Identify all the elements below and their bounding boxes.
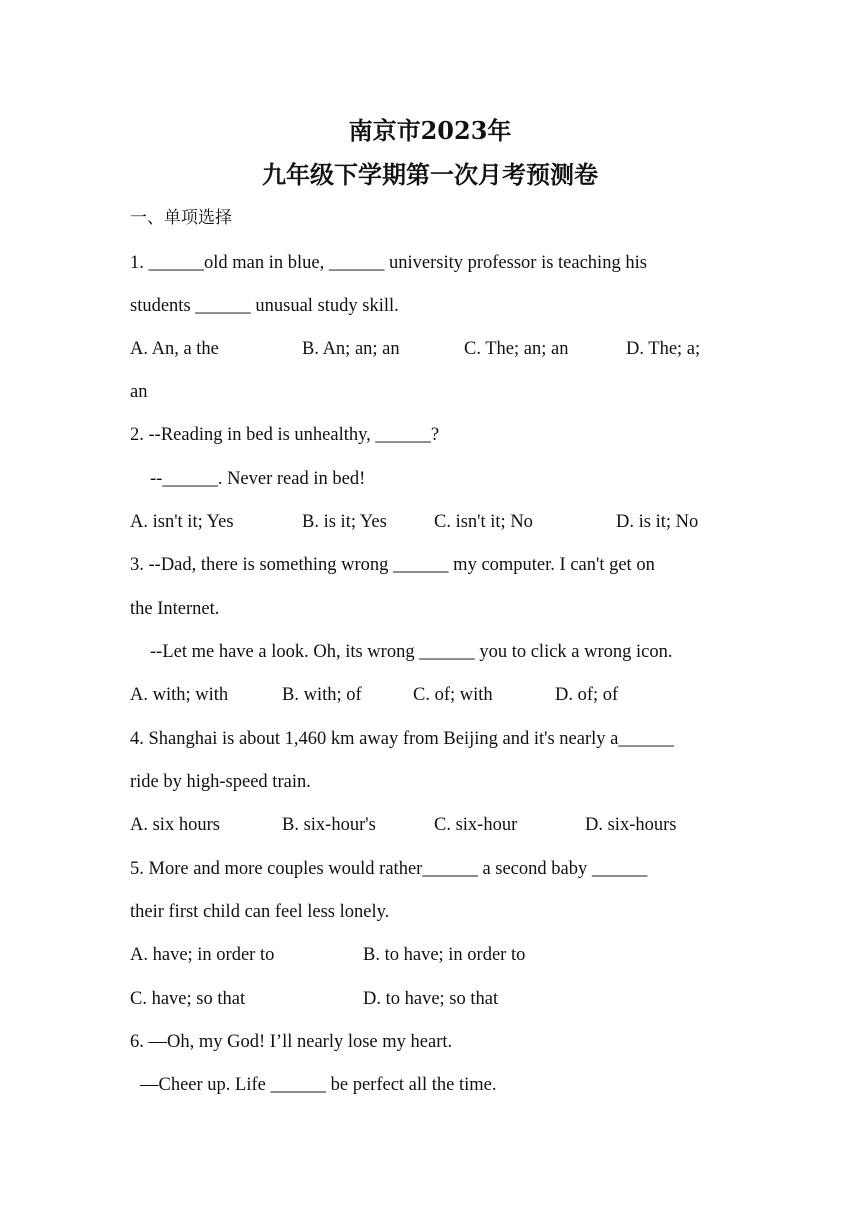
question-4-option-c: C. six-hour — [434, 815, 518, 835]
question-3-line-1: 3. --Dad, there is something wrong ______ my computer. I can't get on — [130, 555, 655, 575]
question-3-option-c: C. of; with — [413, 685, 493, 705]
question-3-option-d: D. of; of — [555, 685, 619, 705]
question-4-option-b: B. six-hour's — [282, 815, 376, 835]
question-2-option-a: A. isn't it; Yes — [130, 512, 234, 532]
question-2-option-d: D. is it; No — [616, 512, 699, 532]
question-1-line-2: students ______ unusual study skill. — [130, 296, 399, 316]
question-4-option-d: D. six-hours — [585, 815, 677, 835]
exam-title: 九年级下学期第一次月考预测卷 — [262, 160, 598, 189]
question-3-option-a: A. with; with — [130, 685, 229, 705]
exam-title-city-year: 南京市2023年 — [348, 116, 512, 145]
question-5-option-a: A. have; in order to — [130, 945, 275, 965]
question-2-option-b: B. is it; Yes — [302, 512, 387, 532]
section-heading: 一、单项选择 — [130, 208, 232, 228]
question-3-line-3: --Let me have a look. Oh, its wrong ______ you to click a wrong icon. — [150, 642, 673, 662]
question-3-option-b: B. with; of — [282, 685, 362, 705]
question-1-option-b: B. An; an; an — [302, 339, 400, 359]
question-5-option-d: D. to have; so that — [363, 989, 499, 1009]
question-5-line-1: 5. More and more couples would rather______ a second baby ______ — [130, 859, 648, 879]
question-5-option-b: B. to have; in order to — [363, 945, 526, 965]
question-2-line-2: --______. Never read in bed! — [150, 469, 366, 489]
question-5-option-c: C. have; so that — [130, 989, 246, 1009]
question-5-line-2: their first child can feel less lonely. — [130, 902, 390, 922]
question-1-line-1: 1. ______old man in blue, ______ university professor is teaching his — [130, 253, 647, 273]
question-2-line-1: 2. --Reading in bed is unhealthy, ______? — [130, 425, 440, 445]
question-1-option-d: D. The; a; — [626, 339, 701, 359]
question-4-line-2: ride by high-speed train. — [130, 772, 311, 792]
question-6-line-1: 6. —Oh, my God! I’ll nearly lose my heart. — [130, 1032, 453, 1052]
question-1-option-c: C. The; an; an — [464, 339, 569, 359]
question-1-option-a: A. An, a the — [130, 339, 219, 359]
question-3-line-2: the Internet. — [130, 599, 220, 619]
question-4-option-a: A. six hours — [130, 815, 220, 835]
question-4-line-1: 4. Shanghai is about 1,460 km away from Beijing and it's nearly a______ — [130, 729, 674, 749]
question-6-line-2: —Cheer up. Life ______ be perfect all the time. — [140, 1075, 497, 1095]
question-2-option-c: C. isn't it; No — [434, 512, 533, 532]
question-1-option-d-wrap: an — [130, 382, 148, 402]
